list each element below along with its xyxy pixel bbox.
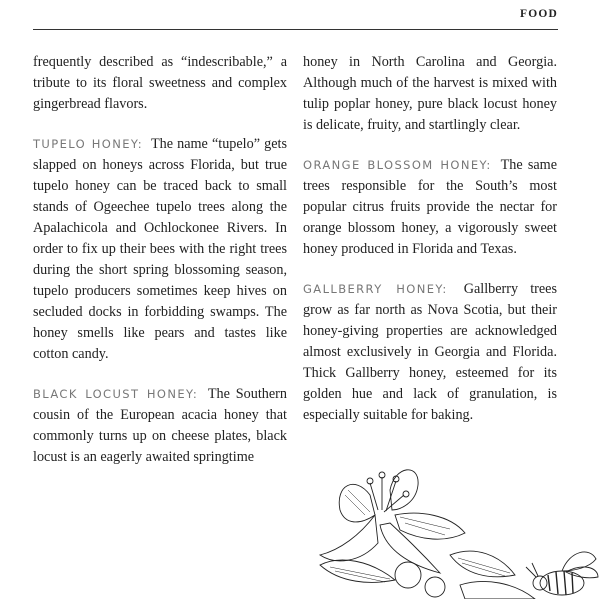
header-rule bbox=[33, 29, 558, 30]
tupelo-text: The name “tupelo” gets slapped on honeys across Florida, but true tupelo honey can be traced back to small stands of Ogeechee tupelo trees along the Apalachicola and Ochlockonee Rivers. In order to fix up their bees with the right trees during the short spring blossoming season, tupelo producers sometimes keep hives on secluded docks in forbidding swamps. The honey smells like pears and tastes like cotton candy. bbox=[33, 136, 287, 362]
black-locust-continued-paragraph: honey in North Carolina and Georgia. Although much of the harvest is mixed with tulip poplar honey, pure black locust honey is delicate, fruity, and startlingly clear. bbox=[303, 54, 557, 133]
tupelo-paragraph bbox=[33, 134, 287, 365]
left-column bbox=[33, 52, 287, 468]
orange-blossom-text: The same trees responsible for the South’s most popular citrus fruits provide the nectar for orange blossom honey, a vigorously sweet honey produced in Florida and Texas. bbox=[303, 157, 558, 257]
orange-blossom-paragraph bbox=[303, 155, 557, 260]
gallberry-heading: GALLBERRY HONEY: bbox=[303, 282, 448, 296]
orange-blossom-heading: ORANGE BLOSSOM HONEY: bbox=[303, 158, 492, 172]
orange-blossom-and-bee-engraving-icon bbox=[300, 455, 600, 599]
black-locust-heading: BLACK LOCUST HONEY: bbox=[33, 387, 199, 401]
right-column bbox=[303, 52, 557, 426]
black-locust-text: The Southern cousin of the European acacia honey that commonly turns up on cheese plates, black locust is an eagerly awaited springtime bbox=[33, 386, 287, 465]
section-label: FOOD bbox=[519, 8, 558, 20]
gallberry-text: Gallberry trees grow as far north as Nova Scotia, but their honey-giving properties are acknowledged almost exclusively in Georgia and Florida. Thick Gallberry honey, esteemed for its golden hue and lack of granulation, is especially suitable for baking. bbox=[303, 281, 557, 423]
tupelo-heading: TUPELO HONEY: bbox=[33, 137, 144, 151]
black-locust-paragraph bbox=[33, 384, 287, 468]
intro-paragraph: frequently described as “indescribable,” a tribute to its floral sweetness and complex gingerbread flavors. bbox=[33, 54, 287, 112]
gallberry-paragraph bbox=[303, 279, 557, 426]
